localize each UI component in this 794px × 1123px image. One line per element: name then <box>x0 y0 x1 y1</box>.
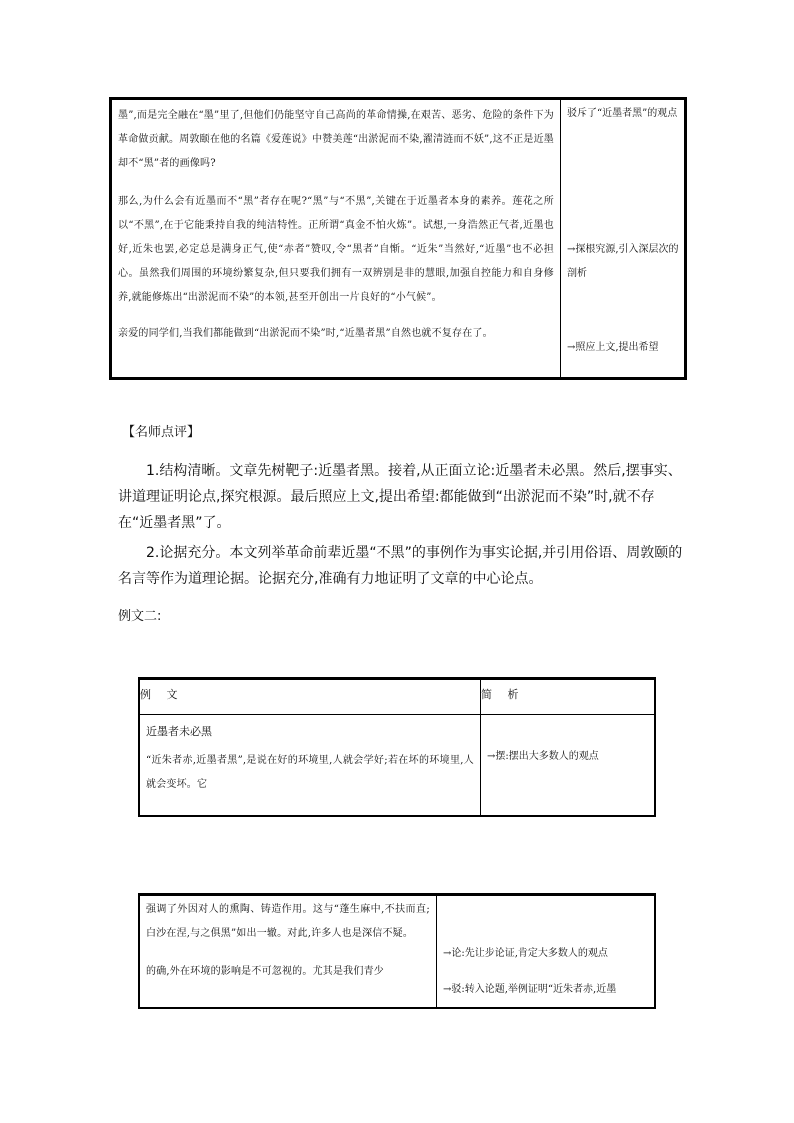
analysis-note: →探根究源,引入深层次的剖析 <box>567 244 679 279</box>
review-point-1: 1.结构清晰。文章先树靶子:近墨者黑。接着,从正面立论:近墨者未必黑。然后,摆事实、讲道理证明论点,探究根源。最后照应上文,提出希望:都能做到“出淤泥而不染”时,就不存在“近墨者黑”了。 <box>118 463 682 531</box>
essay-paragraph: “近朱者赤,近墨者黑”,是说在好的环境里,人就会学好;若在坏的环境里,人就会变坏。它 <box>146 755 474 790</box>
analysis-note: →摆:摆出大多数人的观点 <box>487 751 599 762</box>
essay-text-cell <box>139 715 481 817</box>
essay-paragraph: 那么,为什么会有近墨而不“黑”者存在呢?“黑”与“不黑”,关键在于近墨者本身的素养。莲花之所以“不黑”,在于它能秉持自我的纯洁特性。正所谓“真金不怕火炼”。试想,一身浩然正气者,近墨也好,近朱也罢,必定总是满身正气,使“赤者”赞叹,令“黑者”自惭。“近朱”当然好,“近墨”也不必担心。虽然我们周围的环境纷繁复杂,但只要我们拥有一双辨别是非的慧眼,加强自控能力和自身修养,就能修炼出“出淤泥而不染”的本领,甚至开创出一片良好的“小气候”。 <box>118 196 554 303</box>
review-heading: 【名师点评】 <box>122 425 201 440</box>
essay-title: 近墨者未必黑 <box>146 725 212 738</box>
essay-text-cell <box>139 895 437 1009</box>
essay-paragraph: 墨”,而是完全融在“墨”里了,但他们仍能坚守自己高尚的革命情操,在艰苦、恶劣、危险的条件下为革命做贡献。周敦颐在他的名篇《爱莲说》中赞美莲“出淤泥而不染,濯清涟而不妖”,这不正是近墨却不“黑”者的画像吗? <box>118 110 554 169</box>
essay-analysis-table-1 <box>109 97 687 380</box>
essay-analysis-table-3 <box>138 893 656 1009</box>
essay-paragraph: 的确,外在环境的影响是不可忽视的。尤其是我们青少 <box>146 966 384 977</box>
analysis-note: →驳:转入论题,举例证明“近朱者赤,近墨 <box>443 984 617 995</box>
analysis-cell <box>561 99 686 379</box>
analysis-cell <box>481 715 656 817</box>
analysis-note: →照应上文,提出希望 <box>567 342 659 353</box>
analysis-note: →论:先让步论证,肯定大多数人的观点 <box>443 948 608 959</box>
header-analysis: 简 析 <box>481 679 656 715</box>
review-point-2: 2.论据充分。本文列举革命前辈近墨“不黑”的事例作为事实论据,并引用俗语、周敦颐的名言等作为道理论据。论据充分,准确有力地证明了文章的中心论点。 <box>118 545 683 587</box>
essay-text-cell <box>111 99 561 379</box>
analysis-cell <box>437 895 656 1009</box>
essay-paragraph: 强调了外因对人的熏陶、铸造作用。这与“蓬生麻中,不扶而直;白沙在涅,与之俱黑”如出一辙。对此,许多人也是深信不疑。 <box>146 904 430 939</box>
analysis-note: 驳斥了“近墨者黑”的观点 <box>567 108 678 119</box>
example-2-label: 例文二: <box>118 609 162 624</box>
essay-paragraph: 亲爱的同学们,当我们都能做到“出淤泥而不染”时,“近墨者黑”自然也就不复存在了。 <box>118 328 493 339</box>
header-essay: 例 文 <box>139 679 481 715</box>
essay-analysis-table-2 <box>138 677 656 817</box>
